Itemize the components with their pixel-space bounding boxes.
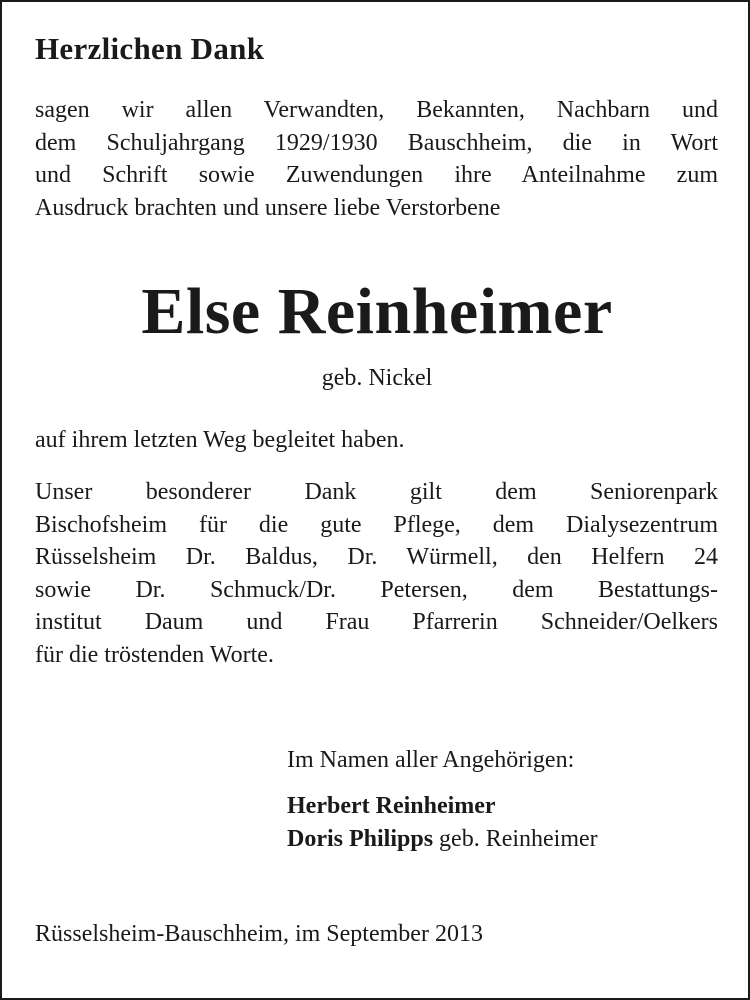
intro-paragraph xyxy=(35,94,718,224)
maiden-name: geb. Nickel xyxy=(321,365,433,391)
deceased-name: Else Reinheimer xyxy=(141,275,613,348)
place-and-date: Rüsselsheim-Bauschheim, im September 2013 xyxy=(35,921,483,947)
intro-line: dem Schuljahrgang 1929/1930 Bauschheim, die in Wort xyxy=(35,129,718,156)
signers-block xyxy=(287,790,598,856)
signer-name: Herbert Reinheimer xyxy=(287,793,496,819)
thanks-line: Unser besonderer Dank gilt dem Seniorenpark xyxy=(35,479,718,505)
thanks-line: Bischofsheim für die gute Pflege, dem Dialysezentrum xyxy=(35,511,718,538)
escort-line: auf ihrem letzten Weg begleitet haben. xyxy=(35,427,405,453)
signer-suffix: geb. Reinheimer xyxy=(433,826,598,852)
thanks-line: Rüsselsheim Dr. Baldus, Dr. Würmell, den Helfern 24 xyxy=(35,544,718,570)
signer-name: Doris Philipps xyxy=(287,826,434,852)
thanks-line: für die tröstenden Worte. xyxy=(35,641,274,668)
thanks-paragraph xyxy=(35,476,718,671)
signer-row xyxy=(287,823,598,856)
notice-heading: Herzlichen Dank xyxy=(35,31,265,66)
intro-line: Ausdruck brachten und unsere liebe Verstorbene xyxy=(35,194,501,221)
closing-line: Im Namen aller Angehörigen: xyxy=(287,747,575,773)
thanks-line: institut Daum und Frau Pfarrerin Schneider/Oelkers xyxy=(35,609,718,635)
signer-row xyxy=(287,790,598,823)
intro-line: sagen wir allen Verwandten, Bekannten, Nachbarn und xyxy=(35,97,718,123)
intro-line: und Schrift sowie Zuwendungen ihre Anteilnahme zum xyxy=(35,162,718,188)
thanks-line: sowie Dr. Schmuck/Dr. Petersen, dem Bestattungs- xyxy=(35,576,718,603)
